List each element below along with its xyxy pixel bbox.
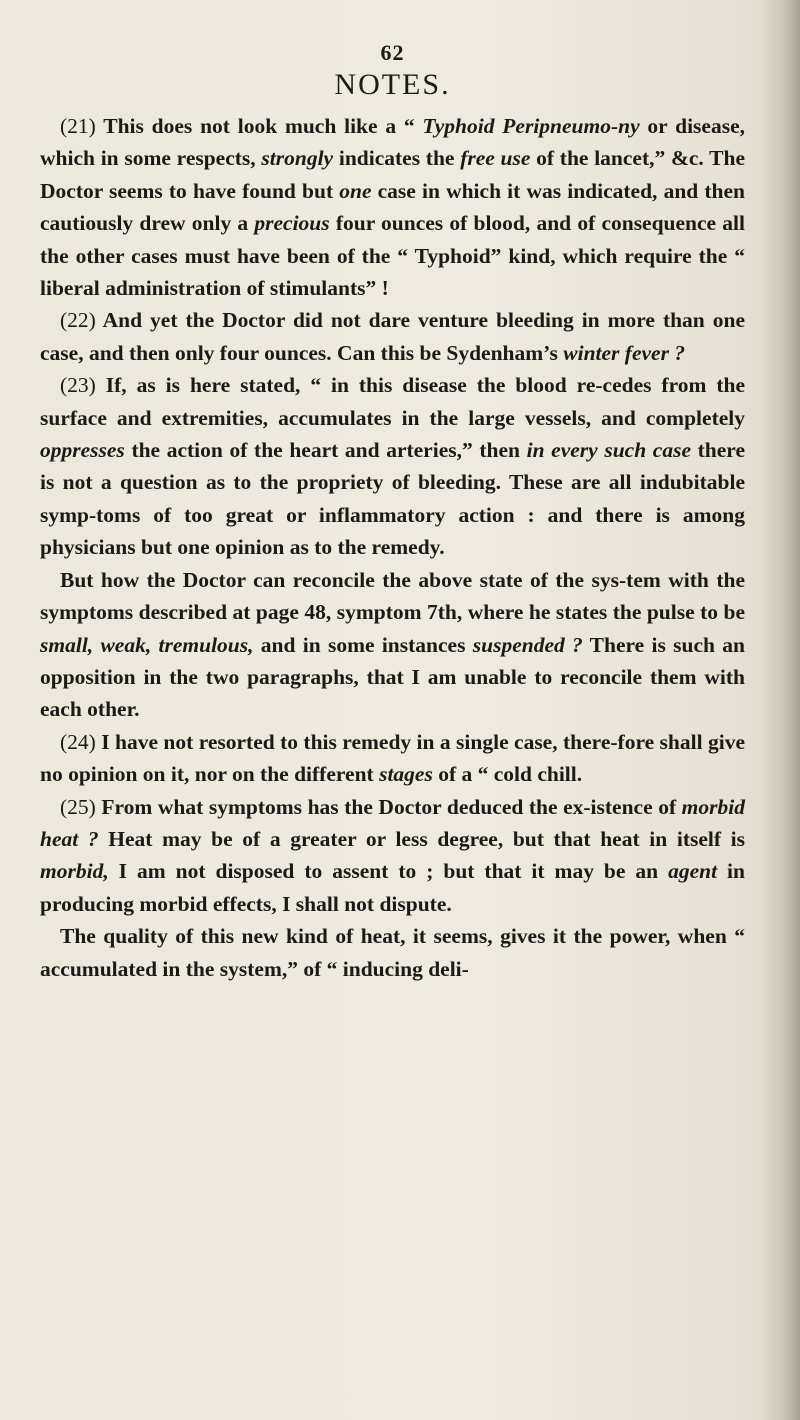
text-run: From what symptoms has the Doctor deduced the ex-istence of bbox=[95, 794, 682, 819]
text-run: This does not look much like a “ bbox=[95, 114, 423, 138]
paragraph-note-23-cont bbox=[40, 564, 745, 726]
text-run: There is such an opposition in the two paragraphs, that I am unable to reconcile them with each other. bbox=[40, 632, 745, 722]
paragraph-note-24 bbox=[40, 726, 745, 791]
italic-phrase: one bbox=[339, 178, 372, 203]
note-number: (25) bbox=[60, 794, 96, 819]
text-run: of a “ cold chill. bbox=[432, 762, 583, 787]
text-run: and in some instances bbox=[253, 632, 473, 657]
text-block bbox=[40, 40, 745, 985]
italic-phrase: oppresses bbox=[40, 438, 125, 463]
italic-phrase: free use bbox=[460, 146, 531, 171]
paragraph-note-22 bbox=[40, 304, 745, 369]
text-run: I am not disposed to assent to ; but that it may be an bbox=[108, 859, 669, 884]
italic-phrase: precious bbox=[254, 211, 330, 236]
text-run: the action of the heart and arteries,” then bbox=[124, 438, 527, 463]
italic-phrase: agent bbox=[668, 859, 718, 884]
text-run: indicates the bbox=[333, 146, 461, 171]
text-run: of the lancet,” &c. The Doctor seems to have found but bbox=[40, 146, 745, 203]
text-run: If, as is here stated, “ in this disease the blood re-cedes from the surface and extremities, accumulates in the large vessels, and completely bbox=[40, 373, 745, 430]
italic-phrase: strongly bbox=[261, 146, 334, 171]
italic-phrase: morbid heat ? bbox=[40, 794, 745, 851]
page-heading: NOTES. bbox=[334, 68, 451, 101]
text-run: But how the Doctor can reconcile the above state of the sys-tem with the symptoms described at page 48, symptom 7th, where he states the pulse to be bbox=[40, 567, 745, 625]
italic-phrase: small, weak, tremulous, bbox=[40, 632, 254, 657]
text-run: four ounces of blood, and of consequence all the other cases must have been of the “ Typhoid” kind, which require the “ liberal administration of stimulants” ! bbox=[40, 211, 746, 301]
text-run: there is not a question as to the propriety of bleeding. These are all indubitable symp-toms of too great or inflammatory action : and there is among physicians but one opinion as to the remedy. bbox=[40, 438, 746, 560]
note-number: (23) bbox=[60, 373, 96, 398]
paragraph-note-25 bbox=[40, 791, 745, 921]
note-number: (24) bbox=[60, 729, 96, 754]
note-number: (22) bbox=[60, 308, 96, 333]
italic-phrase: winter fever ? bbox=[563, 340, 686, 365]
italic-phrase: morbid, bbox=[40, 859, 109, 884]
italic-phrase: suspended ? bbox=[472, 632, 583, 657]
page-edge-shadow bbox=[762, 0, 800, 1420]
text-run: The quality of this new kind of heat, it seems, gives it the power, when “ accumulated in the system,” of “ inducing deli- bbox=[40, 924, 745, 981]
text-run: in producing morbid effects, I shall not dispute. bbox=[40, 859, 745, 916]
paragraph-note-21 bbox=[40, 110, 745, 304]
text-run: I have not resorted to this remedy in a single case, there-fore shall give no opinion on it, nor on the different bbox=[40, 729, 745, 787]
italic-phrase: in every such case bbox=[526, 438, 692, 463]
text-run: Heat may be of a greater or less degree, but that heat in itself is bbox=[98, 826, 745, 851]
paragraph-note-23 bbox=[40, 369, 745, 563]
paragraph-note-25-cont bbox=[40, 920, 745, 985]
text-run: case in which it was indicated, and then cautiously drew only a bbox=[40, 178, 745, 236]
page-number: 62 bbox=[380, 40, 405, 65]
text-run: And yet the Doctor did not dare venture bleeding in more than one case, and then only four ounces. Can this be Sydenham’s bbox=[40, 308, 745, 365]
italic-phrase: Typhoid Peripneumo-ny bbox=[422, 114, 640, 138]
italic-phrase: stages bbox=[379, 762, 433, 787]
note-number: (21) bbox=[60, 114, 96, 138]
text-run: or disease, which in some respects, bbox=[40, 114, 746, 171]
